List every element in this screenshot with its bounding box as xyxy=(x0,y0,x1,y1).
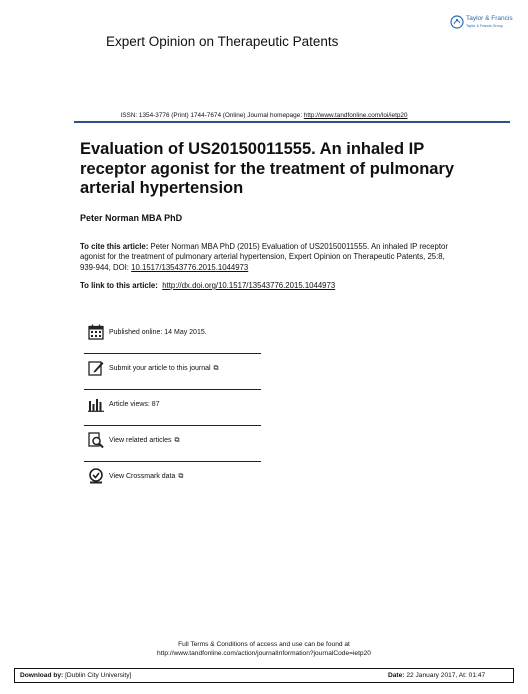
crossmark-icon xyxy=(88,468,104,484)
taylor-francis-logo-icon xyxy=(450,15,464,29)
article-views-label: Article views: 87 xyxy=(109,401,160,408)
downloaded-by-label: Download by: xyxy=(20,672,64,679)
crossmark-row[interactable] xyxy=(84,460,261,496)
crossmark-link[interactable]: View Crossmark data ⧉ xyxy=(109,473,184,480)
header-divider xyxy=(74,121,510,123)
cite-text: Peter Norman MBA PhD (2015) Evaluation of US20150011555. An inhaled IP receptor agonist for the treatment of pulmonary arterial hypertension, Expert Opinion on Therapeutic Patents, 25:8, 939-944, DOI: xyxy=(80,242,448,272)
article-doi-link[interactable]: http://dx.doi.org/10.1517/13543776.2015.1044973 xyxy=(162,281,336,290)
external-link-icon: ⧉ xyxy=(174,437,180,444)
download-date-label: Date: xyxy=(388,672,405,679)
submit-article-row[interactable] xyxy=(84,352,261,388)
submit-pen-icon xyxy=(88,360,104,376)
link-label: To link to this article: xyxy=(80,281,158,290)
publisher-logo xyxy=(448,14,512,32)
related-articles-link[interactable]: View related articles ⧉ xyxy=(109,437,180,444)
calendar-icon xyxy=(88,324,104,340)
submit-article-link[interactable]: Submit your article to this journal ⧉ xyxy=(109,365,219,372)
downloaded-by-value: [Dublin City University] xyxy=(63,672,132,679)
terms-footer xyxy=(0,641,528,658)
download-date xyxy=(388,672,485,679)
published-online-label: Published online: 14 May 2015. xyxy=(109,329,207,336)
cite-label: To cite this article: xyxy=(80,242,149,251)
downloaded-by xyxy=(20,672,131,679)
bar-chart-icon xyxy=(88,396,104,412)
related-articles-row[interactable] xyxy=(84,424,261,460)
download-date-value: 22 January 2017, At: 01:47 xyxy=(404,672,486,679)
article-title: Evaluation of US20150011555. An inhaled IP receptor agonist for the treatment of pulmonary arterial hypertension xyxy=(80,140,455,197)
terms-line: Full Terms & Conditions of access and use can be found at xyxy=(178,641,350,648)
cite-doi-link[interactable]: 10.1517/13543776.2015.1044973 xyxy=(131,262,249,272)
issn-line xyxy=(0,112,528,119)
publisher-tagline: Taylor & Francis Group xyxy=(466,24,503,28)
terms-link[interactable]: http://www.tandfonline.com/action/journalInformation?journalCode=ietp20 xyxy=(157,649,371,657)
article-views-row xyxy=(84,388,261,424)
related-search-icon xyxy=(88,432,104,448)
journal-homepage-link[interactable]: http://www.tandfonline.com/loi/ietp20 xyxy=(303,112,408,119)
citation-block xyxy=(80,242,460,273)
issn-text: ISSN: 1354-3776 (Print) 1744-7674 (Online) Journal homepage: xyxy=(120,112,304,119)
journal-title: Expert Opinion on Therapeutic Patents xyxy=(106,34,339,49)
publisher-name: Taylor & Francis xyxy=(466,15,513,22)
article-link-line xyxy=(80,281,335,290)
external-link-icon: ⧉ xyxy=(178,473,184,480)
published-online-row xyxy=(84,316,261,352)
article-author: Peter Norman MBA PhD xyxy=(80,213,183,223)
external-link-icon: ⧉ xyxy=(213,365,219,372)
